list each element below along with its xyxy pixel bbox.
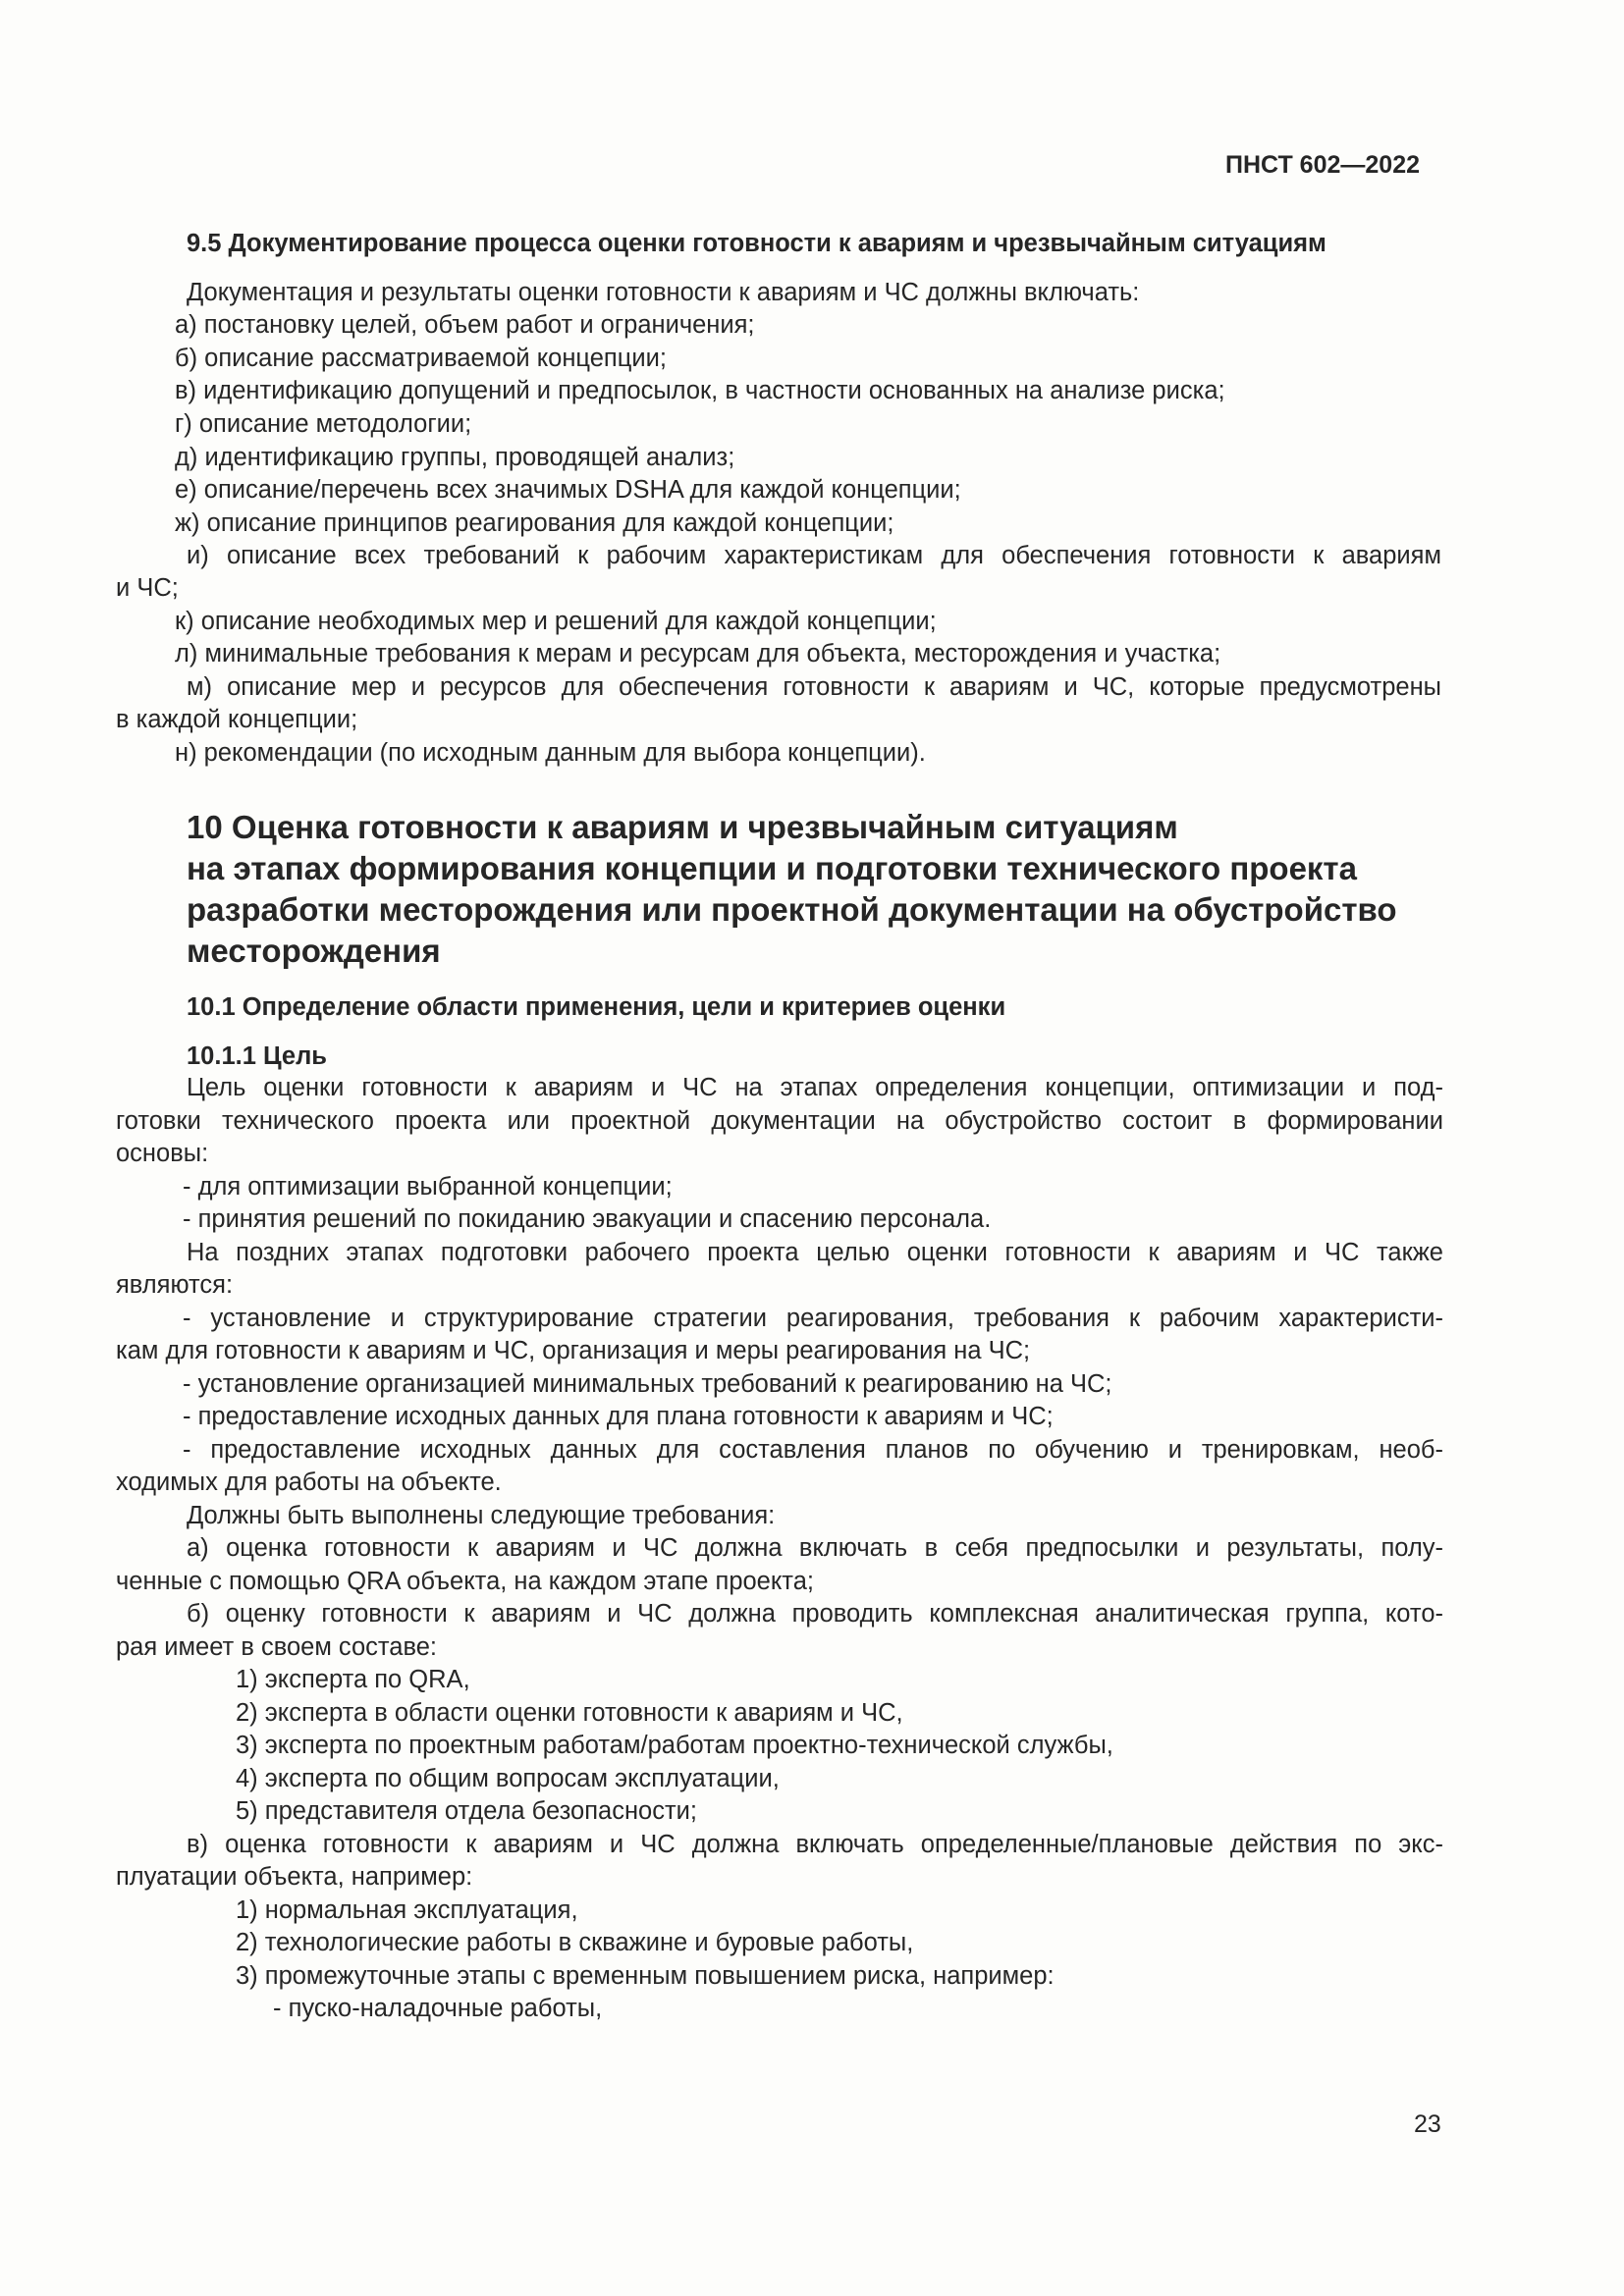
section-9-5-title: 9.5 Документирование процесса оценки готовности к авариям и чрезвычайным ситуациям (187, 230, 1326, 257)
list-item: - предоставление исходных данных для составления планов по обучению и тренировкам, необ- (183, 1436, 1443, 1464)
sub-list-item: 1) эксперта по QRA, (236, 1666, 470, 1693)
list-item-continuation: плуатации объекта, например: (116, 1863, 473, 1891)
list-item: к) описание необходимых мер и решений для каждой концепции; (175, 608, 937, 635)
list-item-continuation: ченные с помощью QRA объекта, на каждом этапе проекта; (116, 1568, 814, 1595)
list-item: в) идентификацию допущений и предпосылок, в частности основанных на анализе риска; (175, 377, 1225, 404)
list-item: д) идентификацию группы, проводящей анализ; (175, 444, 735, 471)
list-item: - предоставление исходных данных для плана готовности к авариям и ЧС; (183, 1403, 1054, 1430)
list-item: б) оценку готовности к авариям и ЧС должна проводить комплексная аналитическая группа, кото- (187, 1600, 1443, 1628)
paragraph: готовки технического проекта или проектной документации на обустройство состоит в формировании (116, 1107, 1443, 1135)
sub-list-item: 5) представителя отдела безопасности; (236, 1797, 697, 1825)
list-item: е) описание/перечень всех значимых DSHA для каждой концепции; (175, 476, 961, 504)
doc-code: ПНСТ 602—2022 (1225, 151, 1420, 179)
sub-list-item: 1) нормальная эксплуатация, (236, 1896, 578, 1924)
list-item: а) постановку целей, объем работ и ограничения; (175, 311, 755, 339)
paragraph: основы: (116, 1140, 209, 1167)
list-item: б) описание рассматриваемой концепции; (175, 345, 667, 372)
sub-list-item: 3) эксперта по проектным работам/работам проектно-технической службы, (236, 1732, 1113, 1759)
subsection-10-1-1-title: 10.1.1 Цель (187, 1042, 327, 1070)
list-item-continuation: и ЧС; (116, 574, 179, 602)
list-item-continuation: кам для готовности к авариям и ЧС, организация и меры реагирования на ЧС; (116, 1337, 1031, 1364)
paragraph: являются: (116, 1271, 234, 1299)
sub-sub-list-item: - пуско-наладочные работы, (273, 1995, 603, 2022)
sub-list-item: 4) эксперта по общим вопросам эксплуатации, (236, 1765, 780, 1792)
section-10-title-line: на этапах формирования концепции и подготовки технического проекта (187, 850, 1357, 886)
sub-list-item: 2) технологические работы в скважине и буровые работы, (236, 1929, 914, 1956)
paragraph: Документация и результаты оценки готовности к авариям и ЧС должны включать: (187, 279, 1140, 306)
page-number: 23 (1414, 2110, 1441, 2138)
list-item-continuation: рая имеет в своем составе: (116, 1633, 438, 1661)
list-item: - установление и структурирование стратегии реагирования, требования к рабочим характеристи- (183, 1305, 1443, 1332)
list-item: л) минимальные требования к мерам и ресурсам для объекта, месторождения и участка; (175, 640, 1221, 667)
doc-header (0, 149, 1624, 182)
paragraph: На поздних этапах подготовки рабочего проекта целью оценки готовности к авариям и ЧС также (187, 1239, 1443, 1266)
list-item: а) оценка готовности к авариям и ЧС должна включать в себя предпосылки и результаты, полу- (187, 1534, 1443, 1562)
list-item: н) рекомендации (по исходным данным для выбора концепции). (175, 739, 926, 767)
subsection-10-1-title: 10.1 Определение области применения, цели и критериев оценки (187, 993, 1006, 1021)
list-item: в) оценка готовности к авариям и ЧС должна включать определенные/плановые действия по экс- (187, 1831, 1443, 1858)
list-item: г) описание методологии; (175, 410, 472, 438)
sub-list-item: 3) промежуточные этапы с временным повышением риска, например: (236, 1962, 1055, 1990)
list-item: - для оптимизации выбранной концепции; (183, 1173, 673, 1201)
paragraph: Должны быть выполнены следующие требования: (187, 1502, 776, 1529)
list-item: - принятия решений по покиданию эвакуации и спасению персонала. (183, 1205, 992, 1233)
list-item-continuation: ходимых для работы на объекте. (116, 1468, 502, 1496)
sub-list-item: 2) эксперта в области оценки готовности к авариям и ЧС, (236, 1699, 903, 1727)
list-item-continuation: в каждой концепции; (116, 706, 358, 733)
list-item: ж) описание принципов реагирования для каждой концепции; (175, 509, 894, 537)
section-10-title-line: месторождения (187, 933, 441, 969)
list-item: и) описание всех требований к рабочим характеристикам для обеспечения готовности к авариям (187, 542, 1441, 569)
section-10-title-line: 10 Оценка готовности к авариям и чрезвычайным ситуациям (187, 809, 1178, 845)
list-item: м) описание мер и ресурсов для обеспечения готовности к авариям и ЧС, которые предусмотрены (187, 673, 1441, 701)
section-10-title-line: разработки месторождения или проектной документации на обустройство (187, 891, 1397, 928)
list-item: - установление организацией минимальных требований к реагированию на ЧС; (183, 1370, 1112, 1398)
paragraph: Цель оценки готовности к авариям и ЧС на этапах определения концепции, оптимизации и под- (187, 1074, 1443, 1101)
